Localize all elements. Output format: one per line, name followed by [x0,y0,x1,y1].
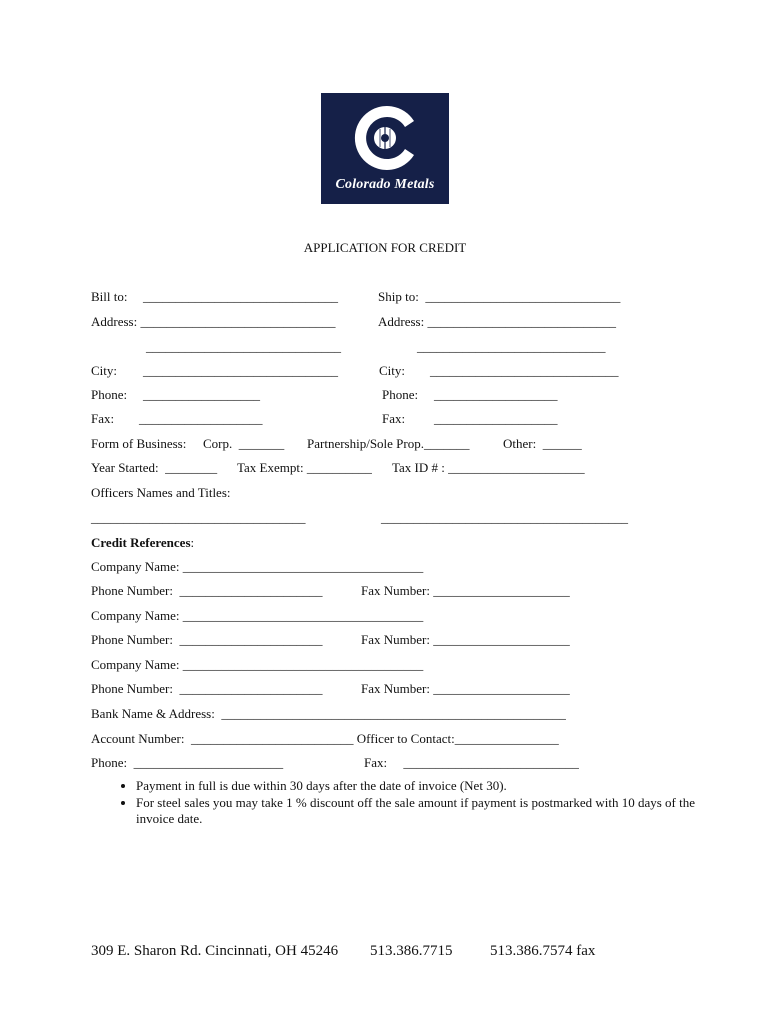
company-name-field-1[interactable]: Company Name: _____________________________________ [91,559,424,574]
footer-phone: 513.386.7715 [370,943,453,959]
fax-field-right[interactable]: ___________________ [434,411,558,426]
address-field-right[interactable]: Address: _____________________________ [378,314,616,329]
city-field-left[interactable]: ______________________________ [143,363,338,378]
address-continuation-right[interactable]: _____________________________ [417,339,606,354]
fax-number-field-1[interactable]: Fax Number: _____________________ [361,583,570,598]
payment-term-item: • Payment in full is due within 30 days after the date of invoice (Net 30). [136,778,716,794]
officers-field-right[interactable]: ______________________________________ [381,510,628,525]
credit-references-text: Credit References [91,535,191,550]
partnership-field[interactable]: Partnership/Sole Prop._______ [307,436,470,451]
footer-fax: 513.386.7574 fax [490,943,596,959]
fax-number-field-2[interactable]: Fax Number: _____________________ [361,632,570,647]
phone-field-right[interactable]: ___________________ [434,387,558,402]
bank-fax-field[interactable]: Fax: ___________________________ [364,755,579,770]
account-number-field[interactable]: Account Number: _________________________ Officer to Contact:________________ [91,731,559,746]
year-started-field[interactable]: Year Started: ________ [91,460,218,475]
logo-company-name: Colorado Metals [335,177,435,192]
corp-field[interactable]: Corp. _______ [203,436,285,451]
company-name-field-2[interactable]: Company Name: _____________________________________ [91,608,424,623]
bank-name-address-field[interactable]: Bank Name & Address: _____________________________________________________ [91,706,566,721]
phone-number-field-3[interactable]: Phone Number: ______________________ [91,681,323,696]
payment-term-item: • For steel sales you may take 1 % discount off the sale amount if payment is postmarked with 10 days of the invoice date. [136,795,716,827]
footer-address: 309 E. Sharon Rd. Cincinnati, OH 45246 [91,943,339,959]
phone-number-field-2[interactable]: Phone Number: ______________________ [91,632,323,647]
officers-label: Officers Names and Titles: [91,485,231,500]
city-label-right: City: [379,363,406,378]
tax-id-field[interactable]: Tax ID # : _____________________ [392,460,585,475]
fax-label-left: Fax: [91,411,115,426]
phone-field-left[interactable]: __________________ [143,387,260,402]
phone-label-left: Phone: [91,387,128,402]
form-title: APPLICATION FOR CREDIT [303,240,467,255]
bill-to-label: Bill to: [91,289,128,304]
fax-number-field-3[interactable]: Fax Number: _____________________ [361,681,570,696]
other-field[interactable]: Other: ______ [503,436,582,451]
credit-references-colon: : [190,535,195,550]
company-logo [321,93,449,204]
fax-label-right: Fax: [382,411,406,426]
phone-number-field-1[interactable]: Phone Number: ______________________ [91,583,323,598]
bill-to-field[interactable]: ______________________________ [143,289,338,304]
address-continuation-left[interactable]: ______________________________ [146,339,341,354]
city-label-left: City: [91,363,118,378]
phone-label-right: Phone: [382,387,419,402]
ship-to-field[interactable]: Ship to: ______________________________ [378,289,621,304]
credit-references-heading [91,535,194,551]
officers-field-left[interactable]: _________________________________ [91,510,306,525]
tax-exempt-field[interactable]: Tax Exempt: __________ [237,460,372,475]
city-field-right[interactable]: _____________________________ [430,363,619,378]
form-of-business-label: Form of Business: [91,436,187,451]
company-name-field-3[interactable]: Company Name: _____________________________________ [91,657,424,672]
fax-field-left[interactable]: ___________________ [139,411,263,426]
payment-terms-list [104,778,716,828]
bank-phone-field[interactable]: Phone: _______________________ [91,755,284,770]
address-field-left[interactable]: Address: ______________________________ [91,314,336,329]
